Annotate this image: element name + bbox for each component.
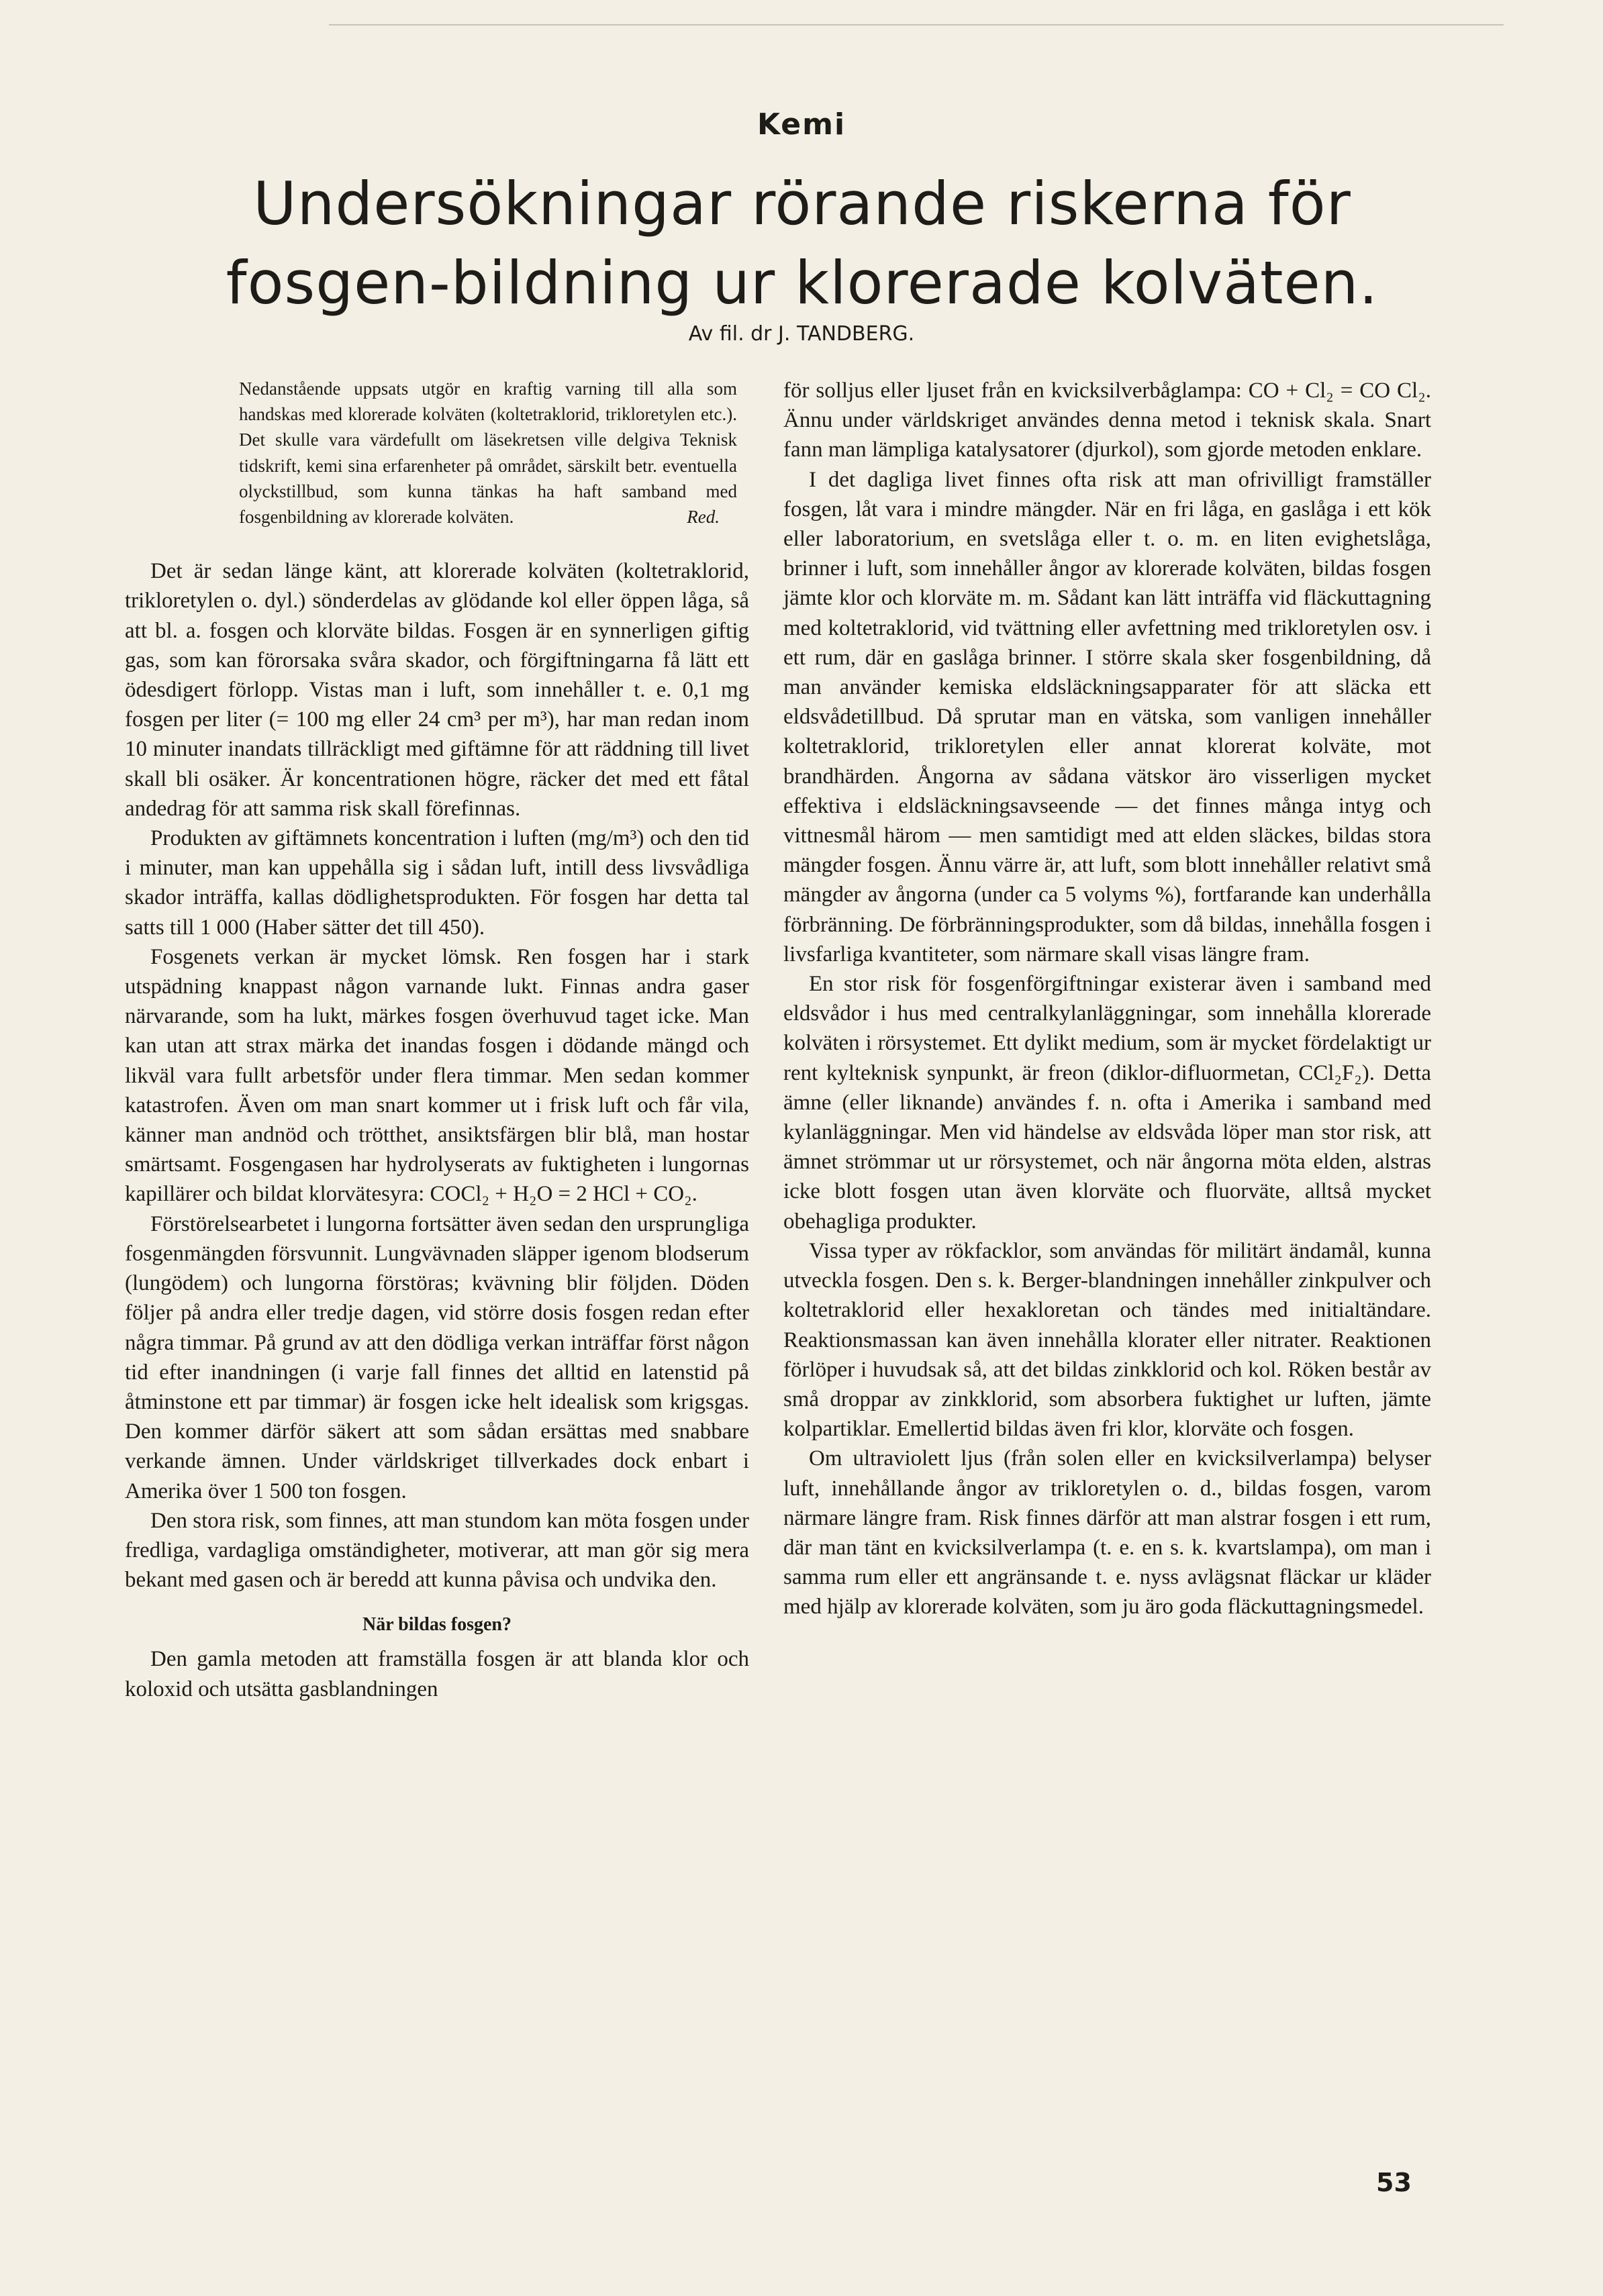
page-number: 53: [1376, 2168, 1412, 2197]
paragraph: Om ultraviolett ljus (från solen eller en kvicksilverlampa) belyser luft, innehållande ångor av trikloretylen o. d., bildas fosgen, varom närmare längre fram. Risk finnes därför att man alstrar fosgen i ett rum, där man tänt en kvicksilverlampa (t. e. en s. k. kvartslampa), om man i samma rum eller ett angränsande t. e. nyss avlägsnat fläckar ur kläder med hjälp av klorerade kolväten, som ju äro goda fläckuttagningsmedel.: [783, 1446, 1431, 1619]
article-title: Undersökningar rörande riskerna för fosgen-bildning ur klorerade kolväten.: [226, 169, 1379, 317]
left-column: [125, 376, 749, 1704]
byline: Av fil. dr J. TANDBERG.: [688, 322, 915, 346]
paragraph: Förstörelsearbetet i lungorna fortsätter även sedan den ursprungliga fosgenmängden försvunnit. Lungvävnaden släpper igenom blodserum (lungödem) och lungorna förstöras; kvävning blir följden. Döden följer på andra eller tredje dagen, vid större dosis fosgen redan efter några timmar. På grund av att den dödliga verkan inträffar först någon tid efter inandningen (i varje fall finnes det alltid en latenstid på åtminstone ett par timmar) är fosgen icke helt idealisk som krigsgas. Den kommer därför säkert att som sådan ersättas med snabbare verkande ämnen. Under världskriget tillverkades dock enbart i Amerika över 1 500 ton fosgen.: [125, 1211, 749, 1503]
section-label: Kemi: [757, 107, 846, 142]
paragraph: Den gamla metoden att framställa fosgen är att blanda klor och koloxid och utsätta gasblandningen: [125, 1647, 749, 1701]
paragraph: En stor risk för fosgenförgiftningar existerar även i samband med eldsvådor i hus med centralkylanläggningar, som innehålla klorerade kolväten i rörsystemet. Ett dylikt medium, som är mycket fördelaktigt ur rent kylteknisk synpunkt, är freon (diklor-difluormetan, CCl₂F₂). Detta ämne (eller liknande) användes f. n. ofta i Amerika i samband med kylanläggningar. Men vid händelse av eldsvåda löper man stor risk, att ämnet strömmar ut ur rörsystemet, och när ångorna möta elden, alstras icke blott fosgen utan även klorväte och fluorväte, alltså mycket obehagliga produkter.: [783, 972, 1431, 1234]
paragraph: Produkten av giftämnets koncentration i luften (mg/m³) och den tid i minuter, man kan uppehålla sig i sådan luft, intill dess livsvådliga skador inträffa, kallas dödlighetsprodukten. För fosgen har detta tal satts till 1 000 (Haber sätter det till 450).: [125, 826, 749, 940]
intro-text: Nedanstående uppsats utgör en kraftig varning till alla som handskas med klorerade kolväten (koltetraklorid, trikloretylen etc.). Det skulle vara värdefullt om läsekretsen ville delgiva Teknisk tidskrift, kemi sina erfarenheter på området, särskilt betr. eventuella olyckstillbud, som kunna tänkas ha haft samband med fosgenbildning av klorerade kolväten.: [239, 379, 737, 528]
top-rule: [329, 24, 1504, 26]
subheading: När bildas fosgen?: [362, 1614, 512, 1636]
paragraph: för solljus eller ljuset från en kvicksilverbåglampa: CO + Cl₂ = CO Cl₂. Ännu under världskriget användes denna metod i teknisk skala. Snart fann man lämpliga katalysatorer (djurkol), som gjorde metoden enklare.: [783, 379, 1431, 462]
paragraph: Vissa typer av rökfacklor, som användas för militärt ändamål, kunna utveckla fosgen. Den s. k. Berger-blandningen innehåller zinkpulver och koltetraklorid eller hexakloretan och tändes med initialtändare. Reaktionsmassan kan även innehålla klorater eller nitrater. Reaktionen förlöper i huvudsak så, att det bildas zinkklorid och kol. Röken består av små droppar av zinkklorid, som absorbera fuktighet ur luften, jämte kolpartiklar. Emellertid bildas även fri klor, klorväte och fosgen.: [783, 1238, 1431, 1442]
paragraph: Det är sedan länge känt, att klorerade kolväten (koltetraklorid, trikloretylen o. dyl.) sönderdelas av glödande kol eller öppen låga, så att bl. a. fosgen och klorväte bildas. Fosgen är en synnerligen giftig gas, som kan förorsaka svåra skador, och förgiftningarna få lätt ett ödesdigert förlopp. Vistas man i luft, som innehåller t. e. 0,1 mg fosgen per liter (= 100 mg eller 24 cm³ per m³), har man redan inom 10 minuter inandats tillräckligt med giftämne för att räddning till livet skall bli osäker. Är koncentrationen högre, räcker det med ett fåtal andedrag för att samma risk skall förefinnas.: [125, 559, 749, 821]
paragraph: I det dagliga livet finnes ofta risk att man ofrivilligt framställer fosgen, låt vara i mindre mängder. När en fri låga, en gaslåga i ett kök eller laboratorium, en svetslåga eller t. o. m. en liten evighetslåga, brinner i luft, som innehåller ångor av klorerade kolväten, bildas fosgen jämte klor och klorväte m. m. Sådant kan lätt inträffa vid fläckuttagning med koltetraklorid, vid tvättning eller avfettning med trikloretylen osv. i ett rum, där en gaslåga brinner. I större skala sker fosgenbildning, då man använder kemiska eldsläckningsapparater för att släcka ett eldsvådetillbud. Då sprutar man en vätska, som vanligen innehåller koltetraklorid, trikloretylen eller annat klorerat kolväte, mot brandhärden. Ångorna av sådana vätskor äro visserligen mycket effektiva i eldsläckningsavseende — det finnes många intyg och vittnesmål härom — men samtidigt med att elden släckes, bildas stora mängder fosgen. Ännu värre är, att luft, som blott innehåller relativt små mängder av ångorna (under ca 5 volyms %), fortfarande kan underhålla förbränning. De förbränningsprodukter, som då bildas, innehålla fosgen i livsfarliga kvantiteter, som närmare skall visas längre fram.: [783, 467, 1431, 966]
paragraph: Den stora risk, som finnes, att man stundom kan möta fosgen under fredliga, vardagliga omständigheter, motiverar, att man gör sig mera bekant med gasen och är beredd att kunna påvisa och undvika den.: [125, 1508, 749, 1593]
paragraph: Fosgenets verkan är mycket lömsk. Ren fosgen har i stark utspädning knappast någon varnande lukt. Finnas andra gaser närvarande, som ha lukt, märkes fosgen överhuvud taget icke. Man kan utan att strax märka det inandas fosgen i dödande mängd och likväl vara fullt arbetsför under flera timmar. Men sedan kommer katastrofen. Även om man snart kommer ut i frisk luft och får vila, känner man andnöd och trötthet, ansiktsfärgen blir blå, man hostar smärtsamt. Fosgengasen har hydrolyserats av fuktigheten i lungornas kapillärer och bildat klorvätesyra: COCl₂ + H₂O = 2 HCl + CO₂.: [125, 944, 749, 1207]
right-column: [783, 376, 1431, 1622]
editorial-intro: [239, 376, 737, 530]
intro-signature: Red.: [687, 507, 720, 528]
